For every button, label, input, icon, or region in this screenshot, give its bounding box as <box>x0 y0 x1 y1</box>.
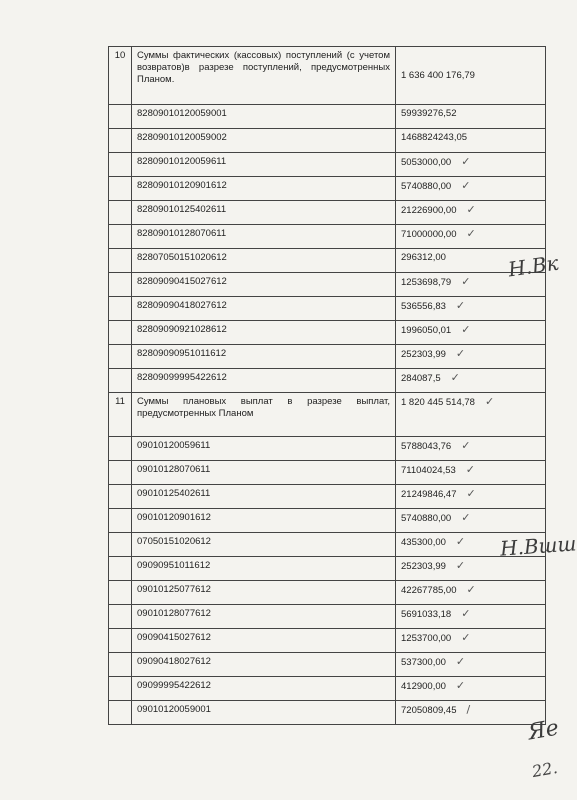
row-number-cell <box>109 201 132 225</box>
amount-cell <box>396 605 546 629</box>
row-number-cell <box>109 485 132 509</box>
check-mark: ✓ <box>461 511 471 524</box>
check-mark: ✓ <box>466 227 476 240</box>
table-row <box>109 581 546 605</box>
check-mark: ✓ <box>461 631 471 644</box>
check-mark: ✓ <box>455 347 466 360</box>
table-row <box>109 629 546 653</box>
section-total <box>396 393 546 437</box>
table-body <box>109 47 546 725</box>
amount-cell <box>396 557 546 581</box>
amount-value: 1996050,01 <box>401 325 452 336</box>
amount-cell <box>396 345 546 369</box>
budget-code: 09090951011612 <box>132 557 396 581</box>
budget-code: 09010128077612 <box>132 605 396 629</box>
budget-code: 82807050151020612 <box>132 249 396 273</box>
budget-code: 82809090921028612 <box>132 321 396 345</box>
amount-cell <box>396 677 546 701</box>
check-mark: ✓ <box>461 275 471 288</box>
section-number: 10 <box>109 47 132 105</box>
check-mark: ✓ <box>484 395 495 408</box>
check-mark: ✓ <box>466 583 476 596</box>
amount-cell <box>396 629 546 653</box>
check-mark: ✓ <box>466 487 476 500</box>
check-mark: ✓ <box>455 299 466 312</box>
budget-code: 09010120901612 <box>132 509 396 533</box>
budget-code: 82809010120059001 <box>132 105 396 129</box>
amount-cell <box>396 701 546 725</box>
table-row <box>109 369 546 393</box>
amount-value: 71104024,53 <box>401 465 456 476</box>
table-row <box>109 225 546 249</box>
table-row <box>109 153 546 177</box>
row-number-cell <box>109 437 132 461</box>
table-row <box>109 105 546 129</box>
row-number-cell <box>109 369 132 393</box>
budget-code: 07050151020612 <box>132 533 396 557</box>
section-total-value: 1 636 400 176,79 <box>401 69 475 81</box>
row-number-cell <box>109 105 132 129</box>
amount-value: 71000000,00 <box>401 229 457 240</box>
row-number-cell <box>109 677 132 701</box>
table-row <box>109 701 546 725</box>
amount-cell <box>396 129 546 153</box>
check-mark: ✓ <box>461 155 471 168</box>
table-row <box>109 605 546 629</box>
amount-cell <box>396 581 546 605</box>
row-number-cell <box>109 297 132 321</box>
amount-cell <box>396 461 546 485</box>
amount-value: 536556,83 <box>401 301 446 312</box>
amount-cell <box>396 509 546 533</box>
row-number-cell <box>109 177 132 201</box>
row-number-cell <box>109 629 132 653</box>
financial-table <box>108 46 546 725</box>
amount-value: 1253698,79 <box>401 277 452 288</box>
amount-value: 1468824243,05 <box>401 132 468 143</box>
row-number-cell <box>109 533 132 557</box>
check-mark: ✓ <box>466 203 476 216</box>
budget-code: 82809099995422612 <box>132 369 396 393</box>
budget-code: 09090415027612 <box>132 629 396 653</box>
budget-code: 09010128070611 <box>132 461 396 485</box>
row-number-cell <box>109 273 132 297</box>
handwritten-signature: Н.Вк <box>506 250 560 282</box>
amount-value: 42267785,00 <box>401 585 457 596</box>
section-total-value: 1 820 445 514,78 <box>401 397 475 408</box>
budget-code: 82809010125402611 <box>132 201 396 225</box>
budget-code: 09090418027612 <box>132 653 396 677</box>
amount-cell <box>396 105 546 129</box>
table-row <box>109 321 546 345</box>
check-mark: ✓ <box>455 535 466 548</box>
table-row <box>109 557 546 581</box>
amount-value: 537300,00 <box>401 657 446 668</box>
table-row <box>109 201 546 225</box>
amount-cell <box>396 485 546 509</box>
amount-value: 412900,00 <box>401 681 446 692</box>
table-row <box>109 249 546 273</box>
amount-value: 5053000,00 <box>401 157 452 168</box>
table-row <box>109 677 546 701</box>
amount-value: 5740880,00 <box>401 181 452 192</box>
budget-code: 82809010120059002 <box>132 129 396 153</box>
amount-value: 435300,00 <box>401 537 446 548</box>
amount-value: 5691033,18 <box>401 609 452 620</box>
check-mark: ✓ <box>461 323 471 336</box>
table-row <box>109 485 546 509</box>
section-title: Суммы фактических (кассовых) поступлений (с учетом возвратов)в разрезе поступлений, предусмотренных Планом. <box>132 47 396 105</box>
check-mark: ✓ <box>461 439 471 452</box>
row-number-cell <box>109 509 132 533</box>
amount-value: 5740880,00 <box>401 513 452 524</box>
amount-cell <box>396 369 546 393</box>
handwritten-signature: Я​е <box>526 715 561 746</box>
table-row <box>109 533 546 557</box>
row-number-cell <box>109 225 132 249</box>
table-row <box>109 437 546 461</box>
check-mark: ✓ <box>461 179 471 192</box>
table-row <box>109 653 546 677</box>
check-mark: ✓ <box>465 463 475 476</box>
budget-code: 09099995422612 <box>132 677 396 701</box>
row-number-cell <box>109 345 132 369</box>
amount-cell <box>396 321 546 345</box>
budget-code: 09010125402611 <box>132 485 396 509</box>
row-number-cell <box>109 605 132 629</box>
row-number-cell <box>109 701 132 725</box>
check-mark: ✓ <box>450 371 460 384</box>
amount-value: 21249846,47 <box>401 489 457 500</box>
amount-value: 72050809,45 <box>401 705 457 716</box>
page-number: 22. <box>530 757 559 782</box>
budget-code: 82809010128070611 <box>132 225 396 249</box>
amount-cell <box>396 653 546 677</box>
amount-value: 5788043,76 <box>401 441 452 452</box>
row-number-cell <box>109 581 132 605</box>
amount-cell <box>396 225 546 249</box>
table-row <box>109 297 546 321</box>
section-title: Суммы плановых выплат в разрезе выплат, предусмотренных Планом <box>132 393 396 437</box>
amount-cell <box>396 153 546 177</box>
budget-code: 82809010120059611 <box>132 153 396 177</box>
budget-code: 82809090415027612 <box>132 273 396 297</box>
amount-value: 21226900,00 <box>401 205 457 216</box>
table-row <box>109 345 546 369</box>
budget-code: 09010125077612 <box>132 581 396 605</box>
budget-code: 09010120059001 <box>132 701 396 725</box>
row-number-cell <box>109 461 132 485</box>
amount-cell <box>396 201 546 225</box>
row-number-cell <box>109 153 132 177</box>
section-number: 11 <box>109 393 132 437</box>
check-mark: ✓ <box>455 679 466 692</box>
amount-value: 59939276,52 <box>401 108 457 119</box>
budget-code: 82809010120901612 <box>132 177 396 201</box>
amount-value: 252303,99 <box>401 561 446 572</box>
amount-value: 1253700,00 <box>401 633 452 644</box>
amount-cell <box>396 297 546 321</box>
amount-value: 252303,99 <box>401 349 446 360</box>
amount-cell <box>396 437 546 461</box>
row-number-cell <box>109 557 132 581</box>
amount-value: 296312,00 <box>401 252 446 263</box>
check-mark: ✓ <box>461 607 471 620</box>
row-number-cell <box>109 321 132 345</box>
section-header-row <box>109 393 546 437</box>
row-number-cell <box>109 129 132 153</box>
table-row <box>109 177 546 201</box>
budget-code: 09010120059611 <box>132 437 396 461</box>
check-mark: / <box>466 703 471 716</box>
budget-code: 82809090418027612 <box>132 297 396 321</box>
amount-value: 284087,5 <box>401 373 441 384</box>
table-row <box>109 509 546 533</box>
amount-cell <box>396 177 546 201</box>
table-row <box>109 461 546 485</box>
table-row <box>109 129 546 153</box>
row-number-cell <box>109 653 132 677</box>
check-mark: ✓ <box>455 559 466 572</box>
check-mark: ✓ <box>455 655 466 668</box>
section-total <box>396 47 546 105</box>
handwritten-signature: Н.Вшш <box>499 531 577 561</box>
row-number-cell <box>109 249 132 273</box>
table-row <box>109 273 546 297</box>
budget-code: 82809090951011612 <box>132 345 396 369</box>
section-header-row <box>109 47 546 105</box>
